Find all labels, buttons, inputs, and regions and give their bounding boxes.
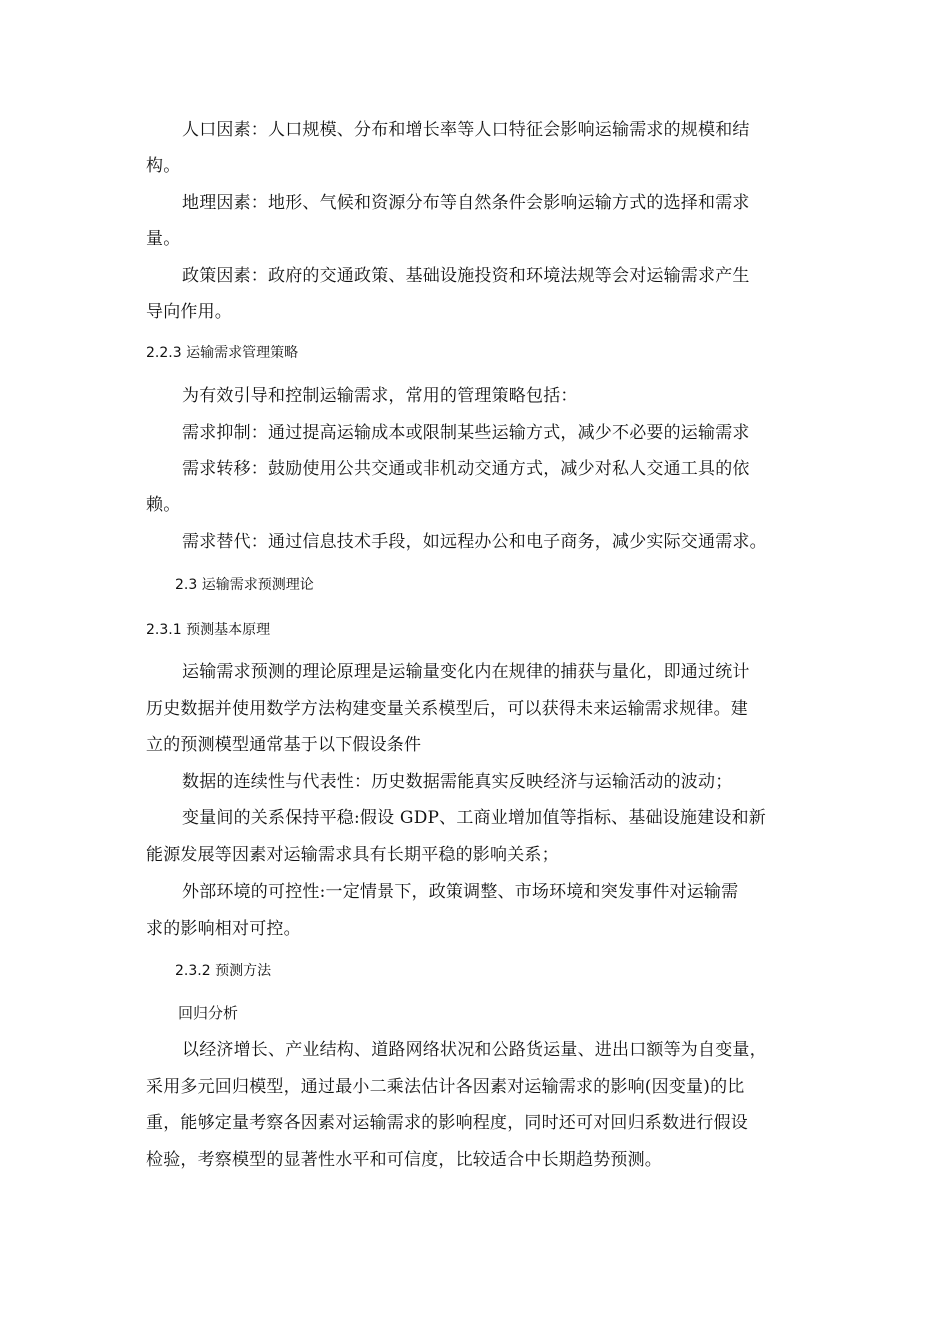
section-heading-2-3: 2.3 运输需求预测理论 [175,577,314,593]
section-heading-2-3-1: 2.3.1 预测基本原理 [146,622,271,638]
paragraph-line: 能源发展等因素对运输需求具有长期平稳的影响关系； [146,845,559,865]
paragraph-line: 政策因素：政府的交通政策、基础设施投资和环境法规等会对运输需求产生 [182,266,750,286]
section-heading-2-2-3: 2.2.3 运输需求管理策略 [146,345,299,361]
paragraph-line: 变量间的关系保持平稳:假设 GDP、工商业增加值等指标、基础设施建设和新 [182,808,766,828]
section-heading-2-3-2: 2.3.2 预测方法 [175,963,272,979]
paragraph-line: 历史数据并使用数学方法构建变量关系模型后，可以获得未来运输需求规律。建 [146,699,748,719]
paragraph-line: 求的影响相对可控。 [146,919,301,939]
paragraph-line: 地理因素：地形、气候和资源分布等自然条件会影响运输方式的选择和需求 [182,193,750,213]
paragraph-line: 为有效引导和控制运输需求，常用的管理策略包括： [182,386,578,406]
paragraph-line: 以经济增长、产业结构、道路网络状况和公路货运量、进出口额等为自变量， [182,1040,767,1060]
paragraph-line: 量。 [146,229,181,249]
paragraph-line: 需求转移：鼓励使用公共交通或非机动交通方式，减少对私人交通工具的依 [182,459,750,479]
paragraph-line: 赖。 [146,495,181,515]
subheading-regression: 回归分析 [178,1004,239,1022]
paragraph-line: 需求抑制：通过提高运输成本或限制某些运输方式，减少不必要的运输需求 [182,423,750,443]
paragraph-line: 运输需求预测的理论原理是运输量变化内在规律的捕获与量化，即通过统计 [182,662,750,682]
paragraph-line: 检验，考察模型的显著性水平和可信度，比较适合中长期趋势预测。 [146,1150,662,1170]
paragraph-line: 人口因素：人口规模、分布和增长率等人口特征会影响运输需求的规模和结 [182,120,750,140]
paragraph-line: 立的预测模型通常基于以下假设条件 [146,735,422,755]
paragraph-line: 重，能够定量考察各因素对运输需求的影响程度，同时还可对回归系数进行假设 [146,1113,748,1133]
paragraph-line: 构。 [146,156,181,176]
paragraph-line: 外部环境的可控性:一定情景下，政策调整、市场环境和突发事件对运输需 [182,882,739,902]
paragraph-line: 采用多元回归模型，通过最小二乘法估计各因素对运输需求的影响(因变量)的比 [146,1077,745,1097]
paragraph-line: 导向作用。 [146,302,232,322]
paragraph-line: 数据的连续性与代表性：历史数据需能真实反映经济与运输活动的波动； [182,772,733,792]
paragraph-line: 需求替代：通过信息技术手段，如远程办公和电子商务，减少实际交通需求。 [182,532,767,552]
